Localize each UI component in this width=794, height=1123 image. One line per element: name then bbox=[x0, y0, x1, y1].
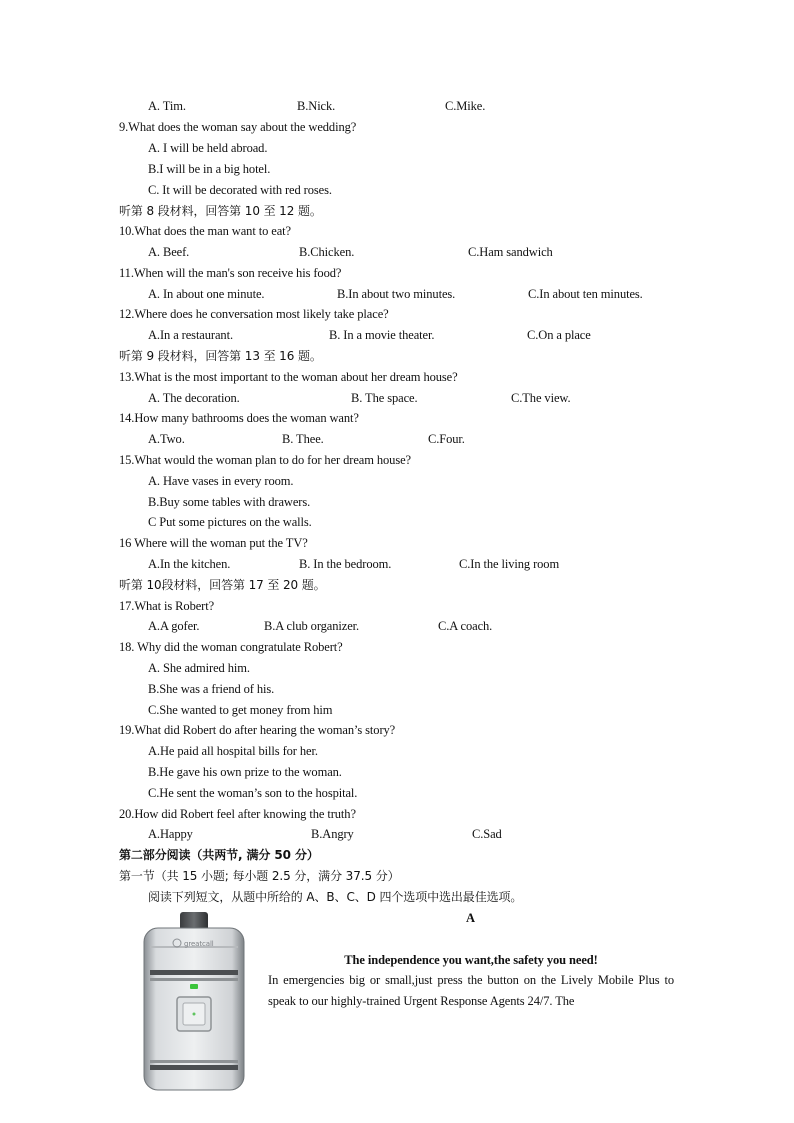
q18-option-c: C.She wanted to get money from him bbox=[148, 703, 333, 717]
part-2-section-1: 第一节（共 15 小题; 每小题 2.5 分，满分 37.5 分） bbox=[119, 869, 400, 883]
q12-stem: 12.Where does he conversation most likely take place? bbox=[119, 307, 389, 321]
section-10-heading: 听第 10段材料，回答第 17 至 20 题。 bbox=[119, 578, 326, 592]
lively-mobile-device-image bbox=[140, 912, 248, 1094]
q14-option-b: B. Thee. bbox=[282, 432, 324, 446]
q14-stem: 14.How many bathrooms does the woman want? bbox=[119, 411, 359, 425]
q20-option-b: B.Angry bbox=[311, 827, 354, 841]
q15-stem: 15.What would the woman plan to do for her dream house? bbox=[119, 453, 411, 467]
q11-option-c: C.In about ten minutes. bbox=[528, 287, 643, 301]
q12-option-c: C.On a place bbox=[527, 328, 591, 342]
q10-stem: 10.What does the man want to eat? bbox=[119, 224, 291, 238]
q18-option-a: A. She admired him. bbox=[148, 661, 250, 675]
part-2-instruction: 阅读下列短文，从题中所给的 A、B、C、D 四个选项中选出最佳选项。 bbox=[148, 890, 523, 904]
q15-option-c: C Put some pictures on the walls. bbox=[148, 515, 312, 529]
q8-option-c: C.Mike. bbox=[445, 99, 486, 113]
q10-option-b: B.Chicken. bbox=[299, 245, 355, 259]
q20-stem: 20.How did Robert feel after knowing the truth? bbox=[119, 807, 356, 821]
q8-option-b: B.Nick. bbox=[297, 99, 336, 113]
passage-letter: A bbox=[466, 911, 475, 925]
q13-option-a: A. The decoration. bbox=[148, 391, 240, 405]
q17-option-c: C.A coach. bbox=[438, 619, 493, 633]
q15-option-b: B.Buy some tables with drawers. bbox=[148, 495, 311, 509]
q19-option-c: C.He sent the woman’s son to the hospital. bbox=[148, 786, 358, 800]
part-2-title: 第二部分阅读（共两节, 满分 50 分） bbox=[119, 848, 319, 862]
q12-option-a: A.In a restaurant. bbox=[148, 328, 233, 342]
q19-option-a: A.He paid all hospital bills for her. bbox=[148, 744, 318, 758]
q17-stem: 17.What is Robert? bbox=[119, 599, 215, 613]
q8-option-a: A. Tim. bbox=[148, 99, 186, 113]
q11-stem: 11.When will the man's son receive his food? bbox=[119, 266, 342, 280]
section-8-heading: 听第 8 段材料，回答第 10 至 12 题。 bbox=[119, 204, 322, 218]
q10-option-a: A. Beef. bbox=[148, 245, 190, 259]
q9-option-c: C. It will be decorated with red roses. bbox=[148, 183, 332, 197]
q9-option-a: A. I will be held abroad. bbox=[148, 141, 268, 155]
q16-option-c: C.In the living room bbox=[459, 557, 560, 571]
brand-logo-text: greatcall bbox=[184, 940, 214, 948]
q9-option-b: B.I will be in a big hotel. bbox=[148, 162, 271, 176]
q19-option-b: B.He gave his own prize to the woman. bbox=[148, 765, 342, 779]
q13-stem: 13.What is the most important to the woman about her dream house? bbox=[119, 370, 458, 384]
q11-option-b: B.In about two minutes. bbox=[337, 287, 456, 301]
passage-body: In emergencies big or small,just press the button on the Lively Mobile Plus to speak to our highly-trained Urgent Response Agents 24/7. The bbox=[268, 973, 674, 1008]
q9-stem: 9.What does the woman say about the wedding? bbox=[119, 120, 357, 134]
q11-option-a: A. In about one minute. bbox=[148, 287, 265, 301]
q13-option-b: B. The space. bbox=[351, 391, 418, 405]
q12-option-b: B. In a movie theater. bbox=[329, 328, 435, 342]
q17-option-a: A.A gofer. bbox=[148, 619, 200, 633]
q14-option-c: C.Four. bbox=[428, 432, 465, 446]
q16-option-b: B. In the bedroom. bbox=[299, 557, 392, 571]
q10-option-c: C.Ham sandwich bbox=[468, 245, 553, 259]
q16-stem: 16 Where will the woman put the TV? bbox=[119, 536, 308, 550]
q18-stem: 18. Why did the woman congratulate Robert? bbox=[119, 640, 343, 654]
q16-option-a: A.In the kitchen. bbox=[148, 557, 231, 571]
q17-option-b: B.A club organizer. bbox=[264, 619, 360, 633]
q13-option-c: C.The view. bbox=[511, 391, 571, 405]
q14-option-a: A.Two. bbox=[148, 432, 185, 446]
q20-option-c: C.Sad bbox=[472, 827, 502, 841]
q20-option-a: A.Happy bbox=[148, 827, 193, 841]
q15-option-a: A. Have vases in every room. bbox=[148, 474, 294, 488]
section-9-heading: 听第 9 段材料，回答第 13 至 16 题。 bbox=[119, 349, 322, 363]
passage-headline: The independence you want,the safety you need! bbox=[344, 953, 598, 967]
q18-option-b: B.She was a friend of his. bbox=[148, 682, 275, 696]
q19-stem: 19.What did Robert do after hearing the woman’s story? bbox=[119, 723, 396, 737]
